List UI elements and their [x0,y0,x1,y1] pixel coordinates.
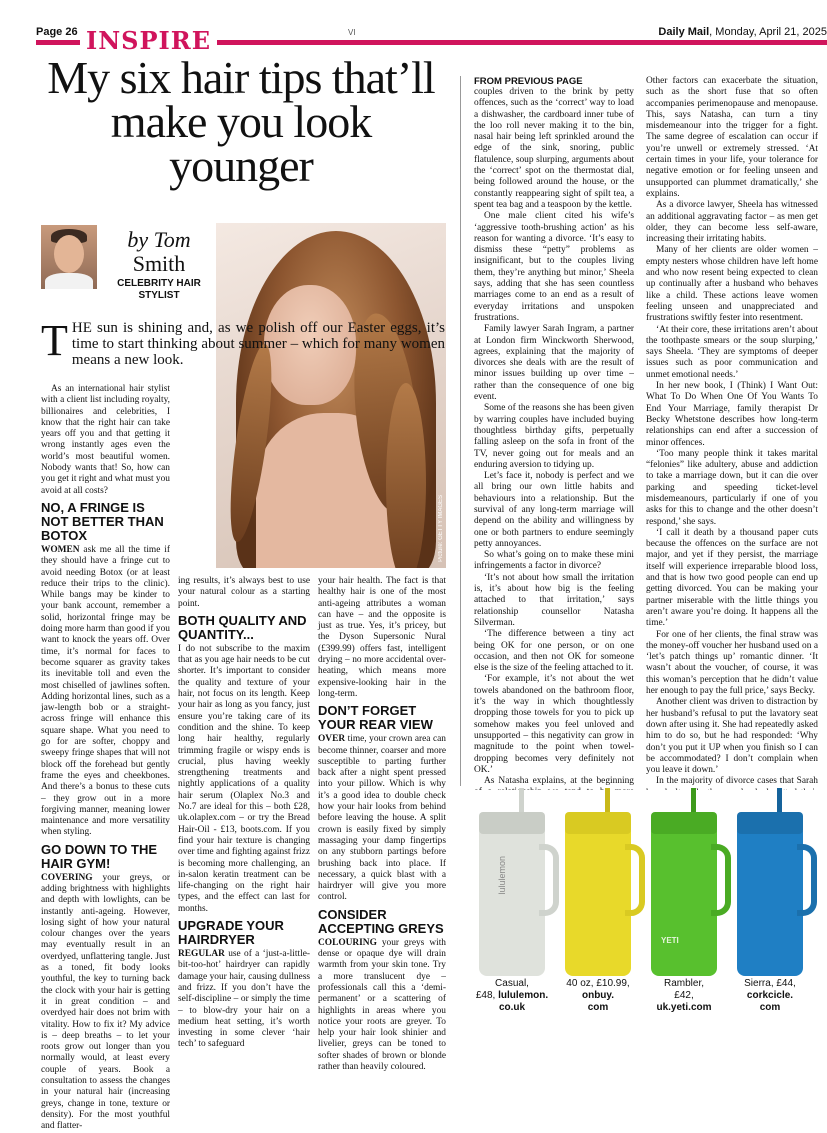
paragraph-quality: I do not subscribe to the maxim that as you age hair needs to be cut shorter. It’s important to consider the quality and texture of your hair, not focus on its length. Keep your hair as long as you fancy, just ensure you’re taking care of its condition and the shine. To keep long hair healthy, regularly trimming fragile or wispy ends is crucial, plus having weekly strengthening treatments and nightly applications of a quality hair serum (Olaplex No.3 and No.7 are ideal for this – both £28, uk.olaplex.com – or try the Bread Hair-Oil - £13, boots.com. If you find your hair texture is changing over time and fighting against frizz is becoming more challenging, an in-salon keratin treatment can be life-changing on the right hair types, and the effect can last for months. [178,643,310,914]
continued-paragraph: One male client cited his wife’s ‘aggressive tooth-brushing action’ as his reason for wanting a divorce. ‘It’s easy to dismiss these “petty” problems as insignificant, but to the couples living them, they’re anything but minor,’ Sheela says, adding that she has seen countless marriages come to an end as a result of everyday irritations and unspoken frustrations. [474,211,634,323]
byline-name: Smith [132,251,186,276]
continued-paragraph: ‘At their core, these irritations aren’t about the toothpaste smears or the soup slurping,’ says Sheela. ‘They are symptoms of deeper issues such as poor communication and unmet emotional needs.’ [646,324,818,380]
section-title: INSPIRE [80,30,217,52]
product-strip [469,790,827,1020]
product-caption: 40 oz, £10.99, onbuy. com [566,978,630,1013]
continued-paragraph: Many of her clients are older women – empty nesters whose children have left home and who now resent being expected to clean up continually after a husband who behaves like a child. These actions leave women feeling unseen and unappreciated and frustrations swiftly fester into resentment. [646,245,818,324]
continued-paragraph: In her new book, I (Think) I Want Out: What To Do When One Of You Wants To End Your Marriage, family therapist Dr Becky Whetstone describes how long-term relationships can end after a succession of minor offences. [646,381,818,448]
page-number: Page 26 [36,26,78,38]
column-divider [460,76,461,786]
continued-paragraph: Family lawyer Sarah Ingram, a partner at London firm Winckworth Sherwood, agrees, explaining that the majority of divorces she deals with are the result of minor issues building up over time – rather than the consequence of one big event. [474,324,634,403]
continued-column-2 [646,76,818,855]
tumbler-image [651,826,717,976]
continued-paragraph: Another client was driven to distraction by her husband’s refusal to put the lavatory seat down after using it. She had repeatedly asked him to do so, but he had responded: ‘Why don’t you put it UP when you finish so I can be accommodated? I don’t complain when you leave it down.’ [646,697,818,776]
continued-paragraph: ‘For example, it’s not about the wet towels abandoned on the bathroom floor, it’s the way in which thoughtlessly dropping those towels for you to pick up somehow makes you feel unloved and unsupported – this negativity can grow in magnitude to the point when towel-dropping becomes very definitely not OK.’ [474,674,634,775]
continued-paragraph: Let’s face it, nobody is perfect and we all bring our own little habits and behaviours into a relationship. But the survival of any long-term marriage will depend on the ability and willingness by one or both partners to endure seemingly petty annoyances. [474,471,634,549]
subhead-quality: BOTH QUALITY AND QUANTITY... [178,612,307,642]
brand-mark: YETI [661,936,679,945]
author-avatar [41,225,97,289]
paragraph-hairdryer: REGULAR use of a ‘just-a-little-bit-too-hot’ hairdryer can rapidly damage your hair, causing dullness and frizz. If you don’t have the self-discipline – or simply the time – to blow-dry your hair on a medium heat setting, it’s worth investing in some clever ‘hair tech’ to safeguard [178,949,310,1050]
paragraph-hair-gym: COVERING your greys, or adding brightness with highlights and depth with lowlights, can be instantly anti-ageing. However, losing sight of how your natural colour changes over the years may eventually result in an overdyed, unflattering tangle. Just as a toned, fit body looks youthful, the key to turning back the clock with your hair is getting it in great condition – and overdyed hair does not brim with vitality. How to fix it? My advice is – deep breaths – to let your roots grow out longer than you normally would, at least every couple of years. Book a consultation to assess the changes in your natural hair (increasing greys, change in tone, texture or density). For the most youthful and flatter- [41,872,170,1132]
from-previous-page-label: FROM PREVIOUS PAGE [474,76,583,87]
continued-paragraph: So what’s going on to make these mini infringements a factor in divorce? [474,550,634,572]
tumbler-image [737,826,803,976]
paragraph-hairdryer-cont: your hair health. The fact is that healthy hair is one of the most anti-ageing attributes a woman can have – and the opposite is just as true. Yes, it’s pricey, but the Dyson Supersonic Nural (£399.99) offers fast, intelligent drying – no more accidental over-heating, which means more expensive-looking hair in the long-term. [318,576,446,699]
masthead [658,26,827,38]
article-column-2 [178,576,310,1051]
subhead-greys: CONSIDER ACCEPTING GREYS [318,906,444,936]
intro-paragraph: As an international hair stylist with a client list including royalty, billionaires and celebrities, I know that the right hair can take years off you and that getting it wrong instantly ages even the world’s most beautiful women. Nobody wants that! So, how can you get it right and what must you avoid at all costs? [41,384,170,496]
article-column-3 [318,576,446,1073]
continued-paragraph: Some of the reasons she has been given by warring couples have included buying thoughtless birthday gifts, perpetually falling asleep on the sofa in front of the TV, never going out for meals and an enduring aversion to tidying up. [474,403,634,470]
continued-paragraph: ‘It’s not about how small the irritation is, it’s about how big is the feeling attached to that irritation,’ says relationship counsellor Natasha Silverman. [474,572,634,628]
paragraph-hair-gym-cont: ing results, it’s always best to use your natural colour as a starting point. [178,576,310,609]
continued-paragraph: As a divorce lawyer, Sheela has witnessed an additional aggravating factor – as men get older, they can become less self-aware, increasing their irritating habits. [646,200,818,245]
byline-role: CELEBRITY HAIR STYLIST [117,278,201,301]
headline: My six hair tips that’ll make you look younger [47,52,435,191]
continued-paragraph: couples driven to the brink by petty offences, such as the ‘correct’ way to load a dishwasher, the cardboard inner tube of the loo roll never making it to the bin, nasal hair being left sprinkled around the edge of the sink, snoring, public flatulence, soup slurping, arguments about the ‘correct’ spot on the thermostat dial, being followed around the house, or the constantly reappearing sight of spilt tea, a spent tea bag and a teaspoon by the kettle. [474,87,634,210]
continued-paragraph: ‘The difference between a tiny act being OK for one person, or on one occasion, and then not OK for someone else is the size of the feeling attached to it. [474,629,634,674]
continued-paragraph: ‘I call it death by a thousand paper cuts because the offences on the surface are not major, and yet if they persist, the marriage itself will experience irreparable blood loss, and that is how two good people can end up getting divorced. You can be making your partner miserable with the little things you aren’t aware you’re doing. It happens all the time.’ [646,527,818,629]
continued-paragraph: As Natasha explains, at the beginning [484,776,634,787]
drop-cap: T [41,316,68,365]
continued-paragraph: In the majority of divorce cases that Sarah [656,776,818,787]
product-caption: Sierra, £44, corkcicle. com [744,978,796,1013]
paragraph-greys: COLOURING your greys with dense or opaque dye will drain warmth from your skin tone. Try a more translucent dye – professionals call this a ‘demi-permanent’ or a scattering of highlights in areas where you notice your roots are greyer. To help your hair look shinier and livelier, greys can be toned to softer shades of brown or blonde rather than heavily coloured. [318,937,446,1072]
brand-mark: lululemon [497,856,507,895]
article-column-1 [41,384,170,1133]
continued-paragraph: ‘Too many people think it takes marital “felonies” like adultery, abuse and addiction to take a marriage down, but it can die over parking and speeding ticket-level misdemeanours, particularly if one of you asks for this to change and the other doesn’t respond,’ she says. [646,448,818,527]
section-marker: VI [348,28,356,37]
product-caption: Casual, £48, lululemon. co.uk [475,978,549,1013]
tumbler-image [479,826,545,976]
subhead-hairdryer: UPGRADE YOUR HAIRDRYER [178,918,284,948]
lead-text: HE sun is shining and, as we polish off our Easter eggs, it’s time to start thinking about summer – which for many women means a new look. [71,320,445,368]
continued-paragraph: For one of her clients, the final straw was the money-off voucher her husband used on a ‘let’s patch things up’ romantic dinner. ‘It wasn’t about the voucher, of course, it was this woman’s perception that he didn’t value her enough to pay the full price,’ says Becky. [646,629,818,697]
photo-credit: Picture: GETTY IMAGES [438,495,444,562]
paragraph-rear-view: OVER time, your crown area can become thinner, coarser and more susceptible to parting further back after a night spent pressed into your pillow. Which is why it’s a good idea to double check how your hair looks from behind before leaving the house. A split crown is easily fixed by simply massaging your damp fingertips on any stubborn partings before brushing back into place. If necessary, a quick blast with a hairdryer will give you more control. [318,734,446,903]
masthead-paper: Daily Mail [658,26,710,38]
continued-paragraph: Other factors can exacerbate the situation, such as the short fuse that so often accompanies perimenopause and menopause. This, says Natasha, can turn a tiny misdemeanour into the trigger for a fight. The same degree of escalation can occur if you’re unwell or extremely stressed. ‘At certain times in your life, your tolerance for negative emotion or for feeling unseen and unsupported can plummet dramatically,’ she explains. [646,76,818,199]
model-photo [216,223,446,568]
subhead-hair-gym: GO DOWN TO THE HAIR GYM! [41,841,158,871]
paragraph-fringe: WOMEN ask me all the time if they should have a fringe cut to avoid needing Botox (or at least reduce their trips to the clinic). While bangs may be kinder to your bank account, remember a solid, horizontal fringe may be doing more harm than good if you want to knock the years off. Over time, it’s normal for faces to become squarer as gravity takes its inevitable toll and even the most chiselled of jawlines soften. Adding horizontal lines, such as a jaw-length bob or a straight-across fringe will enhance this square shape. What you need to go for are softer, choppy and sweepy fringe shapes that will not block off the forehead but gently frame the eyes and cheekbones. And there’s a bonus to these cuts – they grow out in a more forgiving manner, meaning lower maintenance and more versatility when styling. [41,544,170,838]
subhead-fringe: NO, A FRINGE IS NOT BETTER THAN BOTOX [41,499,164,543]
product-caption: Rambler, £42, uk.yeti.com [656,978,712,1013]
masthead-date: , Monday, April 21, 2025 [709,26,827,38]
subhead-rear-view: DON’T FORGET YOUR REAR VIEW [318,703,433,733]
byline-by: by Tom [127,227,191,252]
tumbler-image [565,826,631,976]
lead-block [41,316,445,368]
